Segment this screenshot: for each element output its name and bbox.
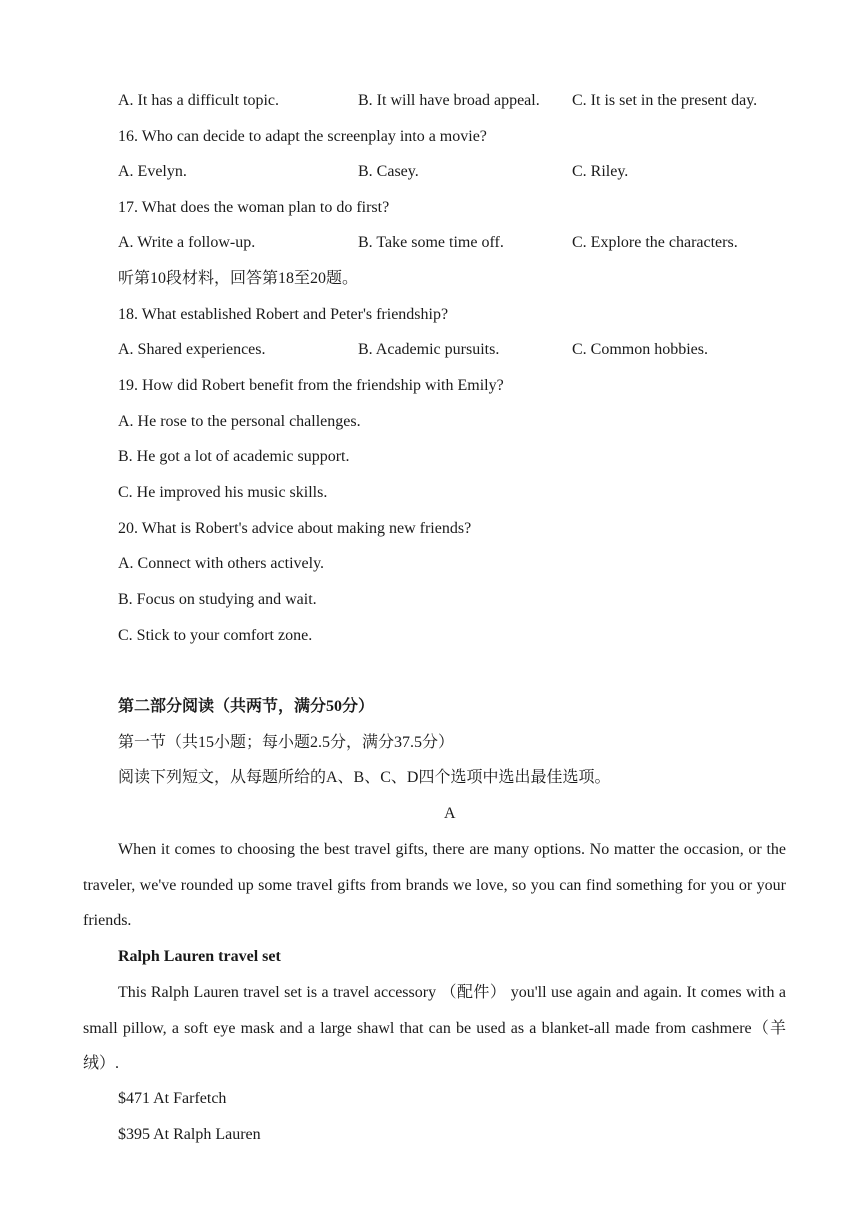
q18-option-c: C. Common hobbies. [572, 341, 709, 358]
q19-option-c: C. He improved his music skills. [118, 484, 328, 501]
q15-option-a: A. It has a difficult topic. [118, 92, 279, 109]
item1-price-farfetch: $471 At Farfetch [118, 1090, 227, 1107]
q20-option-b: B. Focus on studying and wait. [118, 591, 317, 608]
q17-question: 17. What does the woman plan to do first? [118, 199, 390, 216]
section1-heading: 第一节（共15小题；每小题2.5分，满分37.5分） [118, 734, 455, 751]
item1-price-ralph-lauren: $395 At Ralph Lauren [118, 1126, 261, 1143]
q17-option-c: C. Explore the characters. [572, 234, 738, 251]
q19-option-b: B. He got a lot of academic support. [118, 448, 350, 465]
q20-option-a: A. Connect with others actively. [118, 555, 325, 572]
q19-question: 19. How did Robert benefit from the friendship with Emily? [118, 377, 504, 394]
passage-intro-text: When it comes to choosing the best travel gifts, there are many options. No matter the occasion, or the traveler, we've rounded up some travel gifts from brands we love, so you can find something for you or your friends. [83, 841, 786, 930]
passage-label: A [444, 805, 456, 822]
q16-option-a: A. Evelyn. [118, 163, 187, 180]
q18-option-a: A. Shared experiences. [118, 341, 266, 358]
q20-option-c: C. Stick to your comfort zone. [118, 627, 313, 644]
q19-option-a: A. He rose to the personal challenges. [118, 413, 361, 430]
part2-heading: 第二部分阅读（共两节，满分50分） [118, 698, 375, 715]
q15-option-b: B. It will have broad appeal. [358, 92, 540, 109]
q16-question: 16. Who can decide to adapt the screenplay into a movie? [118, 128, 487, 145]
item1-description-text: This Ralph Lauren travel set is a travel accessory （配件） you'll use again and again. It comes with a small pillow, a soft eye mask and a large shawl that can be used as a blanket-all made from cashmere（羊绒）. [83, 984, 786, 1073]
material10-intro: 听第10段材料，回答第18至20题。 [118, 270, 359, 287]
item1-title: Ralph Lauren travel set [118, 948, 281, 965]
q17-option-a: A. Write a follow-up. [118, 234, 256, 251]
item1-description [83, 975, 786, 1082]
q15-option-c: C. It is set in the present day. [572, 92, 758, 109]
q17-option-b: B. Take some time off. [358, 234, 504, 251]
q16-option-c: C. Riley. [572, 163, 629, 180]
q18-option-b: B. Academic pursuits. [358, 341, 500, 358]
q16-option-b: B. Casey. [358, 163, 419, 180]
reading-instructions: 阅读下列短文，从每题所给的A、B、C、D四个选项中选出最佳选项。 [118, 769, 611, 786]
q20-question: 20. What is Robert's advice about making new friends? [118, 520, 472, 537]
q18-question: 18. What established Robert and Peter's friendship? [118, 306, 449, 323]
passage-intro [83, 832, 786, 939]
